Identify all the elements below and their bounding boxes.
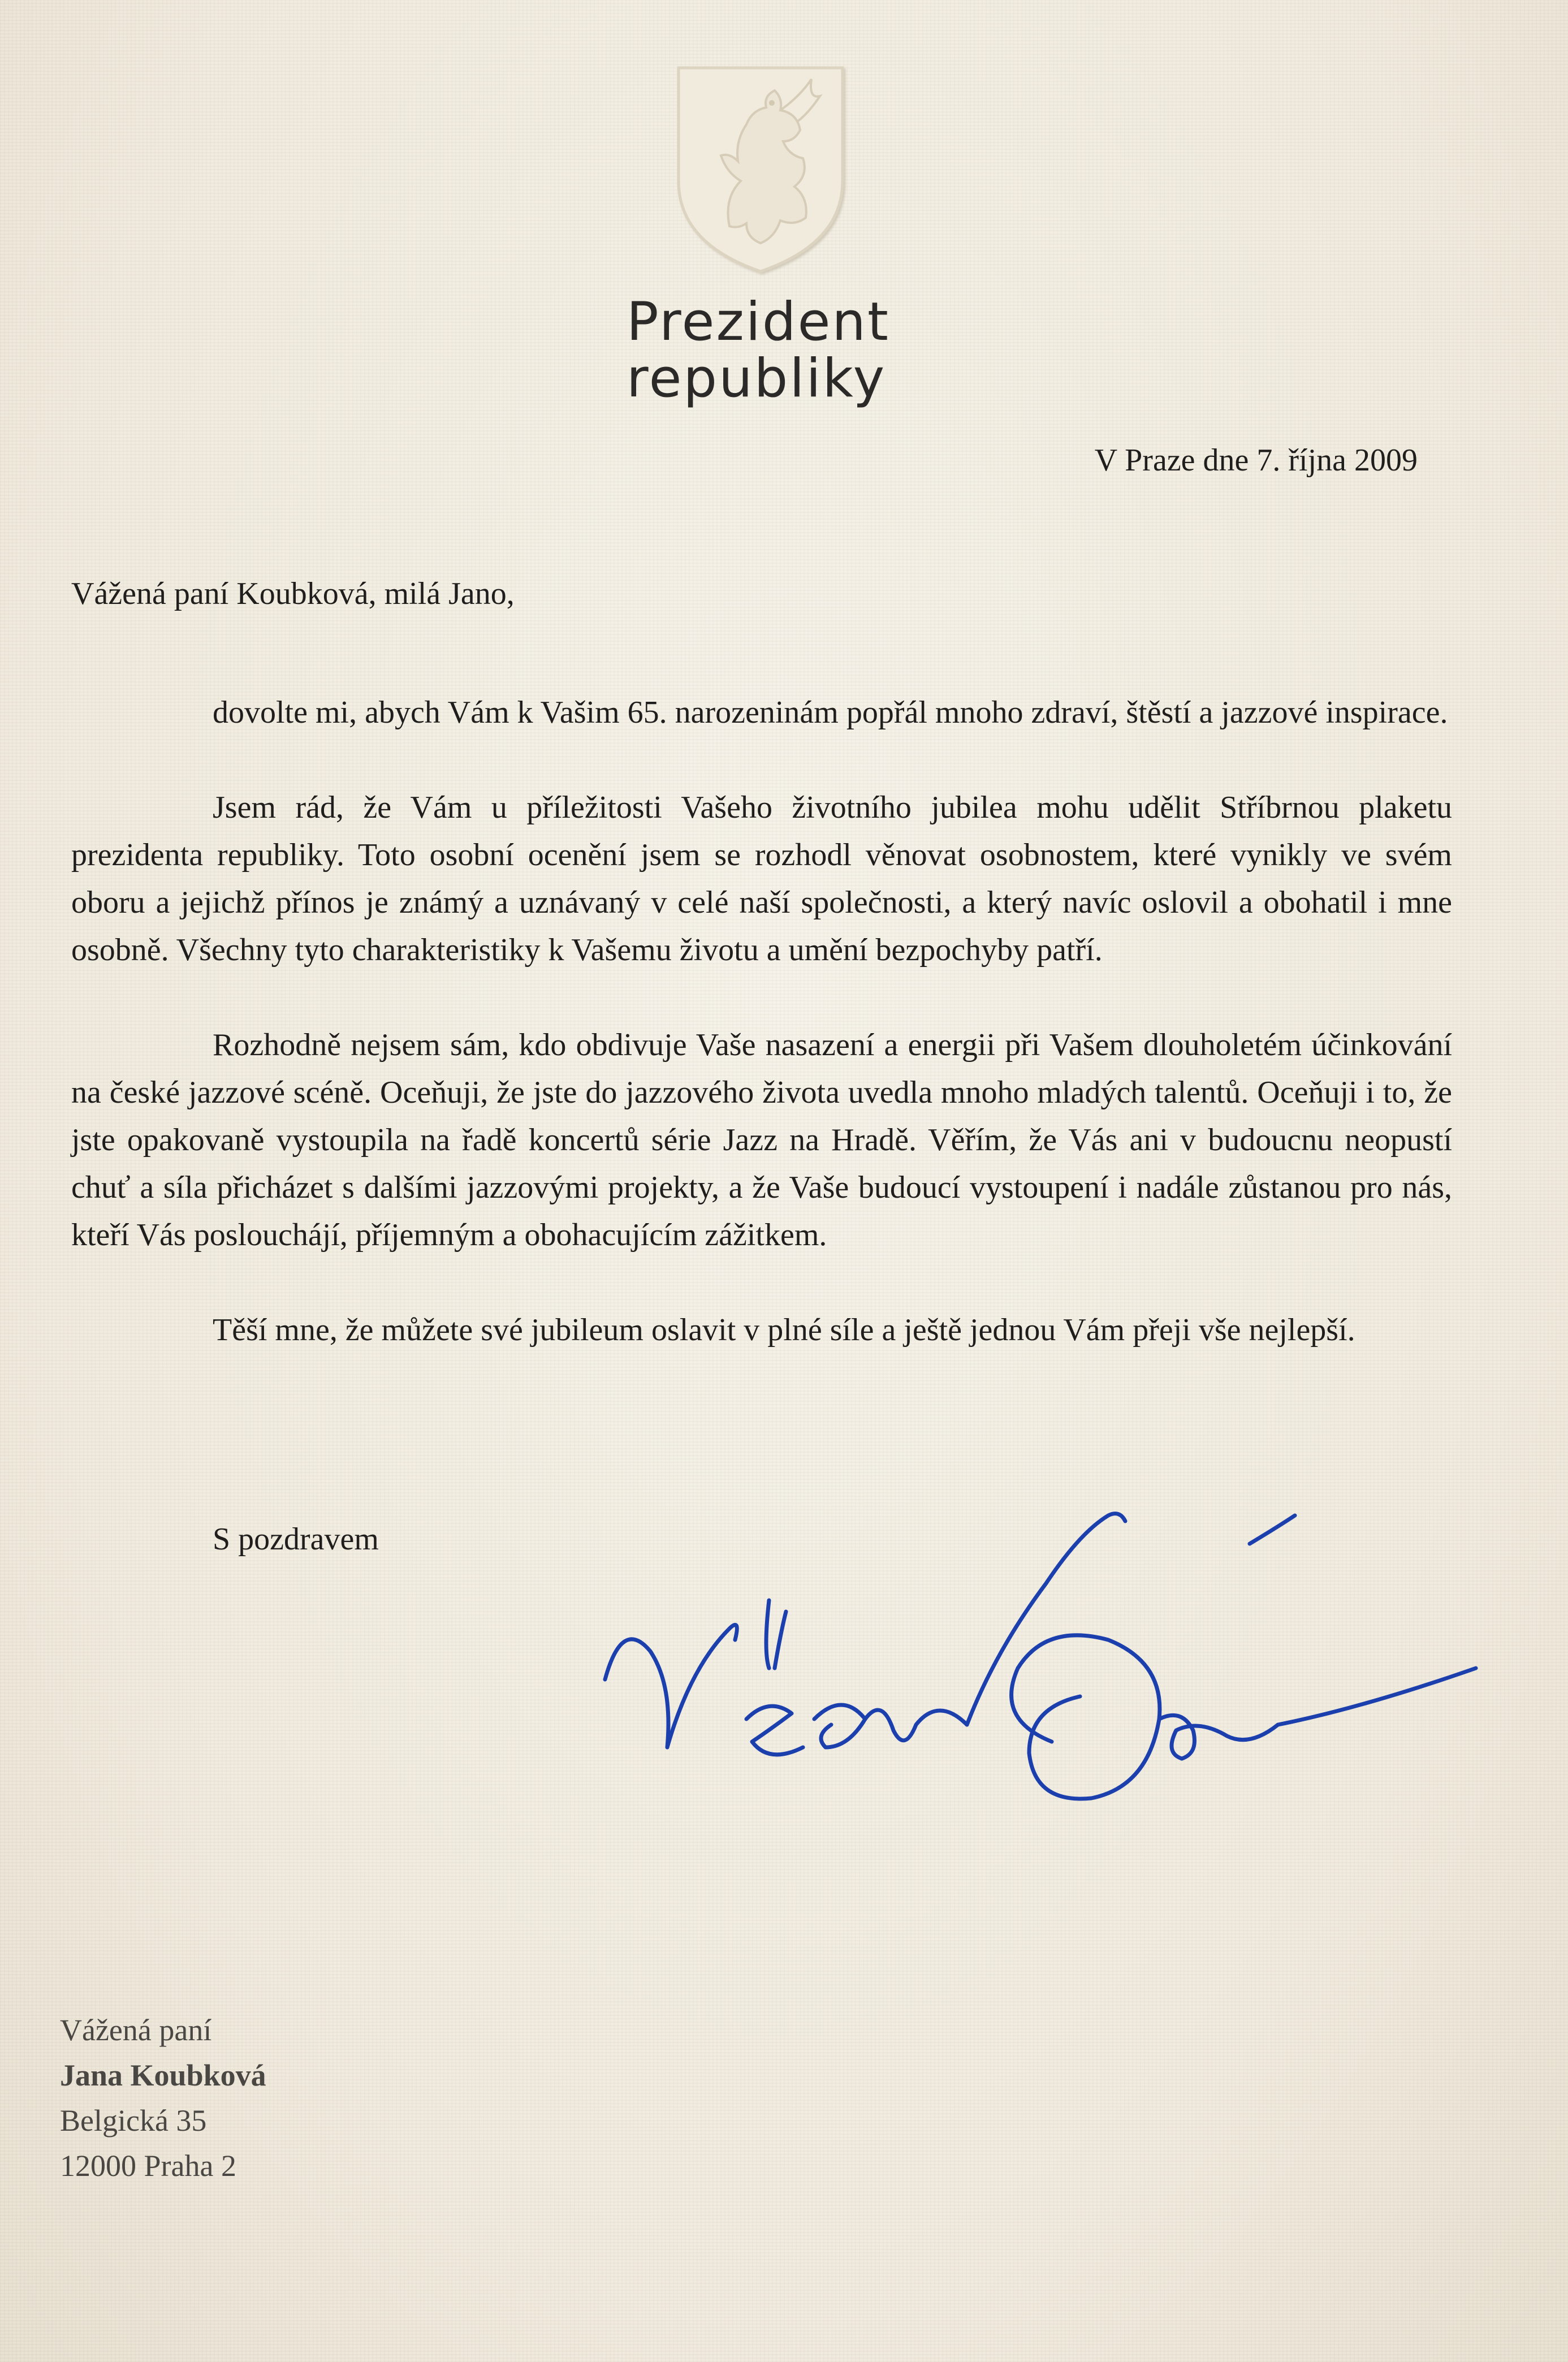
letterhead-line-1: Prezident <box>627 291 890 353</box>
recipient-name: Jana Koubková <box>60 2058 266 2092</box>
paragraph-3: Rozhodně nejsem sám, kdo obdivuje Vaše nasazení a energii při Vašem dlouholetém účinkování na české jazzové scéně. Oceňuji, že jste do jazzového života uvedla mnoho mladých talentů. Oceňuji i to, že jste opakovaně vystoupila na řadě koncertů série Jazz na Hradě. Věřím, že Vás ani v budoucnu neopustí chuť a síla přicházet s dalšími jazzovými projekty, a že Vaše budoucí vystoupení i nadále zůstanou pro nás, kteří Vás poslouchájí, příjemným a obohacujícím zážitkem. <box>71 1027 1452 1253</box>
recipient-greeting: Vážená paní <box>60 2013 212 2047</box>
handwritten-signature-icon <box>599 1482 1481 1866</box>
recipient-city: 12000 Praha 2 <box>60 2149 236 2183</box>
letter-date: V Praze dne 7. října 2009 <box>1094 443 1418 478</box>
coat-of-arms-emblem-icon <box>667 57 854 277</box>
paragraph-4: Těší mne, že můžete své jubileum oslavit v plné síle a ještě jednou Vám přeji vše nejlepší. <box>213 1312 1355 1348</box>
letterhead <box>627 291 890 409</box>
recipient-street: Belgická 35 <box>60 2104 207 2138</box>
recipient-address <box>60 2007 266 2188</box>
letter-body <box>71 689 1452 1401</box>
letterhead-line-2: republiky <box>627 348 887 409</box>
paragraph-1: dovolte mi, abych Vám k Vašim 65. narozeninám popřál mnoho zdraví, štěstí a jazzové inspirace. <box>213 695 1448 730</box>
closing: S pozdravem <box>213 1522 379 1557</box>
salutation: Vážená paní Koubková, milá Jano, <box>71 576 515 611</box>
paragraph-2: Jsem rád, že Vám u příležitosti Vašeho životního jubilea mohu udělit Stříbrnou plaketu prezidenta republiky. Toto osobní ocenění jsem se rozhodl věnovat osobnostem, které vynikly ve svém oboru a jejichž přínos je známý a uznávaný v celé naší společnosti, a který navíc oslovil a obohatil i mne osobně. Všechny tyto charakteristiky k Vašemu životu a umění bezpochyby patří. <box>71 790 1452 968</box>
